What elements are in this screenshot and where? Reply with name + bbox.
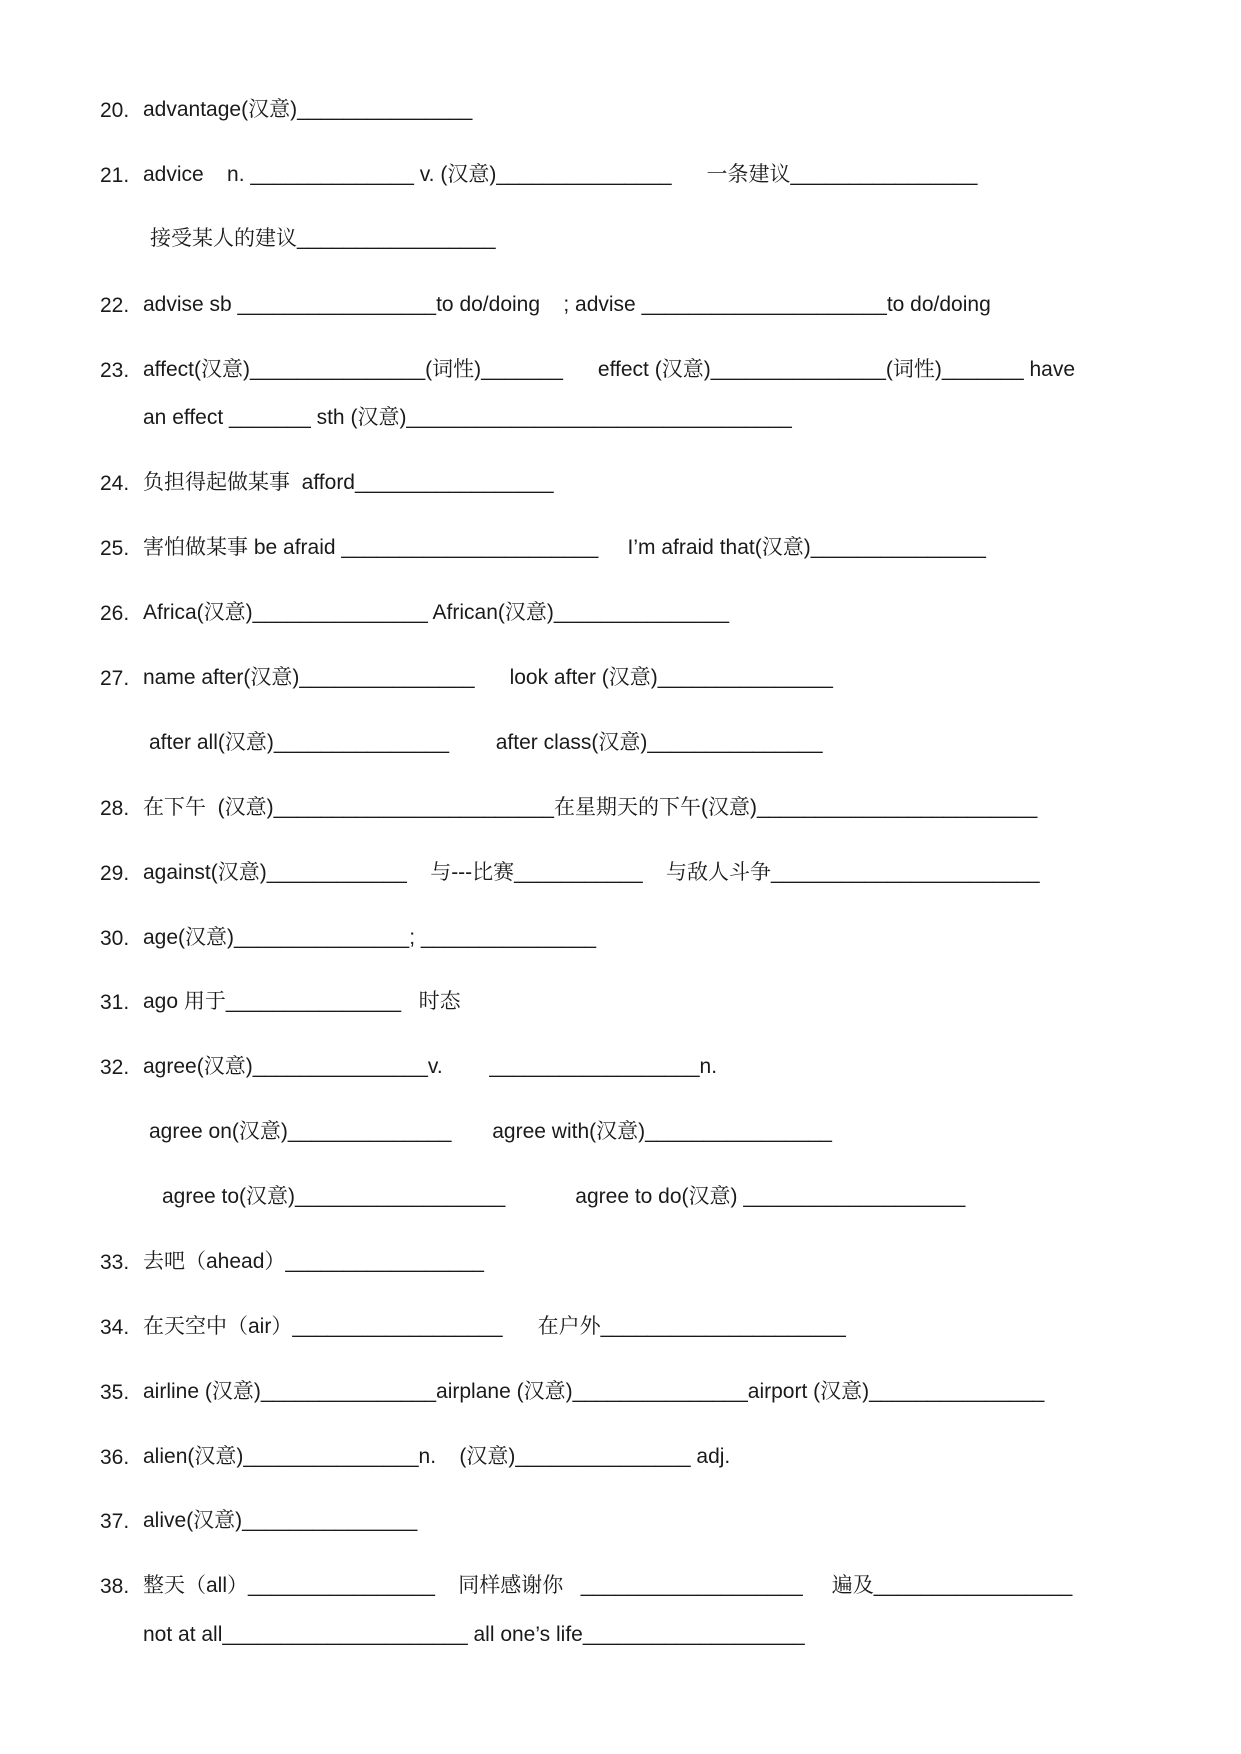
item-number: 31.	[100, 991, 130, 1014]
item-number: 38.	[100, 1575, 130, 1598]
item-line: after all(汉意)_______________ after class(汉意)_______________	[149, 731, 823, 754]
item-line: 在下午 (汉意)________________________在星期天的下午(汉意)________________________	[143, 796, 1038, 819]
item-line: advise sb _________________to do/doing ; advise _____________________to do/doing	[143, 293, 991, 316]
item-line: airline (汉意)_______________airplane (汉意)_______________airport (汉意)_______________	[143, 1380, 1045, 1403]
item-line: agree to(汉意)__________________ agree to do(汉意) ___________________	[162, 1185, 966, 1208]
item-number: 26.	[100, 602, 130, 625]
item-line: 负担得起做某事 afford_________________	[143, 471, 554, 494]
item-line: 在天空中（air）__________________ 在户外_____________________	[143, 1315, 846, 1338]
item-number: 24.	[100, 472, 130, 495]
item-line: age(汉意)_______________; _______________	[143, 926, 597, 949]
item-number: 22.	[100, 294, 130, 317]
item-line: affect(汉意)_______________(词性)_______ effect (汉意)_______________(词性)_______ have	[143, 358, 1076, 381]
item-line: agree(汉意)_______________v. __________________n.	[143, 1055, 718, 1078]
item-line: advice n. ______________ v. (汉意)_______________ 一条建议________________	[143, 163, 978, 186]
item-line: 害怕做某事 be afraid ______________________ I’m afraid that(汉意)_______________	[143, 536, 986, 559]
item-line: 接受某人的建议_________________	[150, 227, 496, 250]
item-line: not at all_____________________ all one’s life___________________	[143, 1623, 805, 1646]
item-line: an effect _______ sth (汉意)_________________________________	[143, 406, 792, 429]
item-line: Africa(汉意)_______________ African(汉意)_______________	[143, 601, 730, 624]
item-number: 37.	[100, 1510, 130, 1533]
item-number: 29.	[100, 862, 130, 885]
item-line: 去吧（ahead）_________________	[143, 1250, 484, 1273]
item-line: against(汉意)____________ 与---比赛___________ 与敌人斗争_______________________	[143, 861, 1040, 884]
item-number: 35.	[100, 1381, 130, 1404]
item-number: 32.	[100, 1056, 130, 1079]
item-number: 23.	[100, 359, 130, 382]
item-number: 21.	[100, 164, 130, 187]
item-line: 整天（all）________________ 同样感谢你 ___________________ 遍及_________________	[143, 1574, 1073, 1597]
item-line: agree on(汉意)______________ agree with(汉意)________________	[149, 1120, 832, 1143]
item-number: 36.	[100, 1446, 130, 1469]
item-line: ago 用于_______________ 时态	[143, 990, 461, 1013]
item-number: 25.	[100, 537, 130, 560]
item-line: alive(汉意)_______________	[143, 1509, 418, 1532]
item-number: 28.	[100, 797, 130, 820]
item-number: 20.	[100, 99, 130, 122]
item-number: 33.	[100, 1251, 130, 1274]
item-number: 30.	[100, 927, 130, 950]
item-number: 34.	[100, 1316, 130, 1339]
item-number: 27.	[100, 667, 130, 690]
item-line: name after(汉意)_______________ look after (汉意)_______________	[143, 666, 833, 689]
item-line: alien(汉意)_______________n. (汉意)_______________ adj.	[143, 1445, 731, 1468]
item-line: advantage(汉意)_______________	[143, 98, 473, 121]
